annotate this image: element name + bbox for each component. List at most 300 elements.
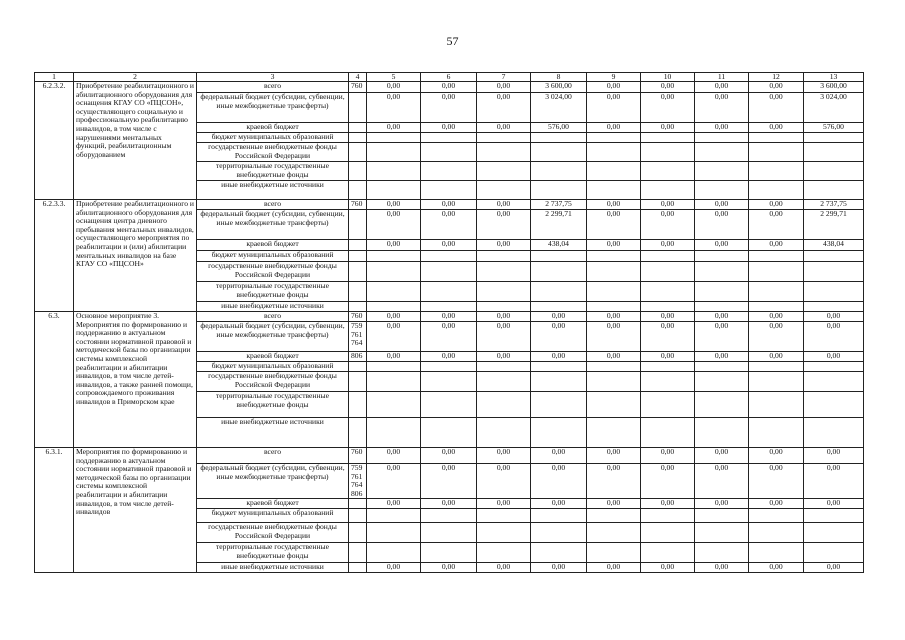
amount-cell: [587, 543, 641, 563]
funding-source: федеральный бюджет (субсидии, субвенции, иные межбюджетные трансферты): [197, 93, 349, 123]
grbs-code: 806: [349, 352, 367, 362]
amount-cell: 0,00: [749, 464, 804, 499]
amount-cell: [641, 509, 695, 523]
amount-cell: 0,00: [804, 563, 864, 573]
column-number-header-row: [35, 73, 864, 82]
header-cell: 7: [477, 73, 531, 82]
amount-cell: [695, 143, 749, 162]
amount-cell: [804, 302, 864, 312]
grbs-code: [349, 181, 367, 200]
amount-cell: [749, 418, 804, 448]
amount-cell: [367, 282, 421, 302]
amount-cell: [749, 362, 804, 372]
amount-cell: [421, 362, 477, 372]
amount-cell: [587, 418, 641, 448]
grbs-code: [349, 563, 367, 573]
header-cell: 8: [531, 73, 587, 82]
amount-cell: 0,00: [695, 200, 749, 210]
amount-cell: 0,00: [477, 240, 531, 251]
amount-cell: [695, 362, 749, 372]
funding-source: всего: [197, 448, 349, 464]
amount-cell: [477, 372, 531, 392]
amount-cell: 0,00: [421, 322, 477, 352]
amount-cell: [695, 133, 749, 143]
amount-cell: 0,00: [804, 322, 864, 352]
amount-cell: [367, 372, 421, 392]
amount-cell: 0,00: [641, 352, 695, 362]
header-cell: 2: [74, 73, 197, 82]
amount-cell: [477, 282, 531, 302]
amount-cell: [531, 251, 587, 262]
grbs-code: [349, 162, 367, 181]
amount-cell: 0,00: [804, 464, 864, 499]
funding-source: бюджет муниципальных образований: [197, 251, 349, 262]
amount-cell: 438,04: [804, 240, 864, 251]
amount-cell: 0,00: [804, 312, 864, 322]
amount-cell: [531, 543, 587, 563]
header-cell: 5: [367, 73, 421, 82]
item-code: 6.3.1.: [35, 448, 74, 573]
amount-cell: [695, 392, 749, 418]
header-cell: 6: [421, 73, 477, 82]
amount-cell: [421, 282, 477, 302]
amount-cell: [695, 181, 749, 200]
amount-cell: 0,00: [587, 123, 641, 133]
amount-cell: [477, 543, 531, 563]
funding-source: федеральный бюджет (субсидии, субвенции, иные межбюджетные трансферты): [197, 464, 349, 499]
amount-cell: 0,00: [641, 312, 695, 322]
amount-cell: [587, 262, 641, 282]
amount-cell: [421, 251, 477, 262]
amount-cell: 0,00: [367, 240, 421, 251]
funding-source: бюджет муниципальных образований: [197, 133, 349, 143]
grbs-code: [349, 302, 367, 312]
amount-cell: [367, 143, 421, 162]
amount-cell: [641, 262, 695, 282]
amount-cell: 0,00: [641, 240, 695, 251]
amount-cell: 0,00: [641, 499, 695, 509]
amount-cell: [477, 362, 531, 372]
amount-cell: [749, 133, 804, 143]
amount-cell: 0,00: [367, 322, 421, 352]
amount-cell: 0,00: [641, 448, 695, 464]
amount-cell: [477, 302, 531, 312]
amount-cell: [531, 509, 587, 523]
grbs-code: 760: [349, 448, 367, 464]
grbs-code: [349, 251, 367, 262]
amount-cell: [749, 523, 804, 543]
amount-cell: [804, 523, 864, 543]
amount-cell: 0,00: [695, 240, 749, 251]
amount-cell: [531, 133, 587, 143]
funding-source: краевой бюджет: [197, 123, 349, 133]
amount-cell: 0,00: [695, 352, 749, 362]
grbs-code: [349, 543, 367, 563]
grbs-code: [349, 262, 367, 282]
amount-cell: [367, 162, 421, 181]
amount-cell: 2 299,71: [804, 210, 864, 240]
amount-cell: [749, 543, 804, 563]
grbs-code: [349, 210, 367, 240]
grbs-code: [349, 523, 367, 543]
amount-cell: 0,00: [749, 240, 804, 251]
amount-cell: 0,00: [749, 352, 804, 362]
amount-cell: 0,00: [804, 448, 864, 464]
amount-cell: 0,00: [695, 93, 749, 123]
amount-cell: [421, 133, 477, 143]
amount-cell: [587, 133, 641, 143]
amount-cell: 0,00: [477, 499, 531, 509]
amount-cell: [421, 543, 477, 563]
amount-cell: 0,00: [695, 322, 749, 352]
amount-cell: [641, 302, 695, 312]
amount-cell: [531, 181, 587, 200]
funding-source: государственные внебюджетные фонды Российской Федерации: [197, 523, 349, 543]
page-number: 57: [446, 34, 459, 48]
funding-source: государственные внебюджетные фонды Российской Федерации: [197, 372, 349, 392]
header-cell: 12: [749, 73, 804, 82]
amount-cell: [695, 162, 749, 181]
amount-cell: 0,00: [695, 464, 749, 499]
amount-cell: 0,00: [695, 210, 749, 240]
amount-cell: [367, 392, 421, 418]
grbs-code: [349, 93, 367, 123]
amount-cell: [477, 162, 531, 181]
funding-source: территориальные государственные внебюджетные фонды: [197, 392, 349, 418]
amount-cell: [641, 543, 695, 563]
amount-cell: [421, 162, 477, 181]
amount-cell: 0,00: [695, 563, 749, 573]
amount-cell: 0,00: [531, 563, 587, 573]
item-name: Мероприятия по формированию и поддержанию в актуальном состоянии нормативной правовой и методической базы по организации системы комплексной реабилитации и абилитации инвалидов, в том числе детей-инвалидов: [74, 448, 197, 573]
amount-cell: 0,00: [421, 312, 477, 322]
amount-cell: 0,00: [587, 352, 641, 362]
amount-cell: 3 024,00: [531, 93, 587, 123]
amount-cell: [804, 418, 864, 448]
amount-cell: [367, 523, 421, 543]
amount-cell: 0,00: [367, 464, 421, 499]
header-cell: 4: [349, 73, 367, 82]
amount-cell: 0,00: [421, 499, 477, 509]
amount-cell: 2 737,75: [531, 200, 587, 210]
amount-cell: [749, 143, 804, 162]
amount-cell: [587, 282, 641, 302]
amount-cell: 0,00: [531, 312, 587, 322]
amount-cell: 0,00: [749, 312, 804, 322]
amount-cell: 0,00: [531, 322, 587, 352]
amount-cell: [641, 523, 695, 543]
amount-cell: [749, 302, 804, 312]
grbs-code: [349, 372, 367, 392]
amount-cell: 0,00: [587, 312, 641, 322]
amount-cell: [804, 133, 864, 143]
amount-cell: 0,00: [695, 499, 749, 509]
amount-cell: 0,00: [477, 448, 531, 464]
amount-cell: 0,00: [367, 93, 421, 123]
amount-cell: [695, 523, 749, 543]
amount-cell: [531, 143, 587, 162]
amount-cell: [749, 392, 804, 418]
funding-source: краевой бюджет: [197, 240, 349, 251]
amount-cell: [587, 509, 641, 523]
amount-cell: 0,00: [587, 448, 641, 464]
amount-cell: [421, 392, 477, 418]
amount-cell: [749, 162, 804, 181]
amount-cell: 0,00: [421, 563, 477, 573]
amount-cell: 0,00: [477, 200, 531, 210]
funding-source: территориальные государственные внебюджетные фонды: [197, 162, 349, 181]
amount-cell: [477, 133, 531, 143]
amount-cell: 0,00: [421, 210, 477, 240]
amount-cell: 3 600,00: [531, 82, 587, 93]
budget-table: [34, 72, 864, 573]
item-code: 6.2.3.2.: [35, 82, 74, 200]
amount-cell: 0,00: [531, 352, 587, 362]
grbs-code: [349, 362, 367, 372]
funding-source: краевой бюджет: [197, 352, 349, 362]
header-cell: 1: [35, 73, 74, 82]
amount-cell: [421, 302, 477, 312]
amount-cell: [587, 302, 641, 312]
funding-source: территориальные государственные внебюджетные фонды: [197, 282, 349, 302]
header-cell: 9: [587, 73, 641, 82]
amount-cell: 0,00: [695, 123, 749, 133]
amount-cell: [695, 418, 749, 448]
grbs-code: 759 761 764: [349, 322, 367, 352]
amount-cell: [804, 543, 864, 563]
budget-row: [35, 200, 864, 210]
amount-cell: [477, 392, 531, 418]
amount-cell: 0,00: [531, 448, 587, 464]
amount-cell: 0,00: [367, 200, 421, 210]
funding-source: федеральный бюджет (субсидии, субвенции, иные межбюджетные трансферты): [197, 210, 349, 240]
amount-cell: [421, 523, 477, 543]
amount-cell: [804, 143, 864, 162]
amount-cell: 0,00: [367, 499, 421, 509]
amount-cell: 0,00: [695, 448, 749, 464]
grbs-code: [349, 123, 367, 133]
amount-cell: [749, 262, 804, 282]
header-cell: 3: [197, 73, 349, 82]
amount-cell: [695, 251, 749, 262]
amount-cell: [421, 372, 477, 392]
amount-cell: [695, 262, 749, 282]
amount-cell: 0,00: [477, 563, 531, 573]
funding-source: всего: [197, 82, 349, 93]
amount-cell: 0,00: [749, 210, 804, 240]
amount-cell: 0,00: [641, 464, 695, 499]
amount-cell: [421, 143, 477, 162]
amount-cell: [641, 162, 695, 181]
amount-cell: 3 600,00: [804, 82, 864, 93]
amount-cell: [804, 362, 864, 372]
grbs-code: 760: [349, 82, 367, 93]
amount-cell: [531, 282, 587, 302]
amount-cell: 0,00: [421, 352, 477, 362]
amount-cell: 0,00: [804, 352, 864, 362]
amount-cell: 0,00: [367, 312, 421, 322]
amount-cell: [641, 251, 695, 262]
amount-cell: [804, 162, 864, 181]
funding-source: территориальные государственные внебюджетные фонды: [197, 543, 349, 563]
amount-cell: [749, 251, 804, 262]
amount-cell: 0,00: [587, 322, 641, 352]
amount-cell: 0,00: [641, 93, 695, 123]
amount-cell: 0,00: [477, 210, 531, 240]
amount-cell: [641, 143, 695, 162]
amount-cell: 0,00: [477, 123, 531, 133]
amount-cell: [804, 251, 864, 262]
amount-cell: [367, 302, 421, 312]
amount-cell: [587, 523, 641, 543]
amount-cell: [531, 162, 587, 181]
amount-cell: [531, 418, 587, 448]
grbs-code: 760: [349, 312, 367, 322]
amount-cell: [477, 143, 531, 162]
amount-cell: 0,00: [587, 499, 641, 509]
amount-cell: [531, 392, 587, 418]
grbs-code: [349, 418, 367, 448]
amount-cell: 0,00: [641, 82, 695, 93]
amount-cell: 0,00: [477, 93, 531, 123]
amount-cell: 0,00: [531, 499, 587, 509]
amount-cell: 0,00: [421, 93, 477, 123]
funding-source: иные внебюджетные источники: [197, 302, 349, 312]
amount-cell: 0,00: [641, 200, 695, 210]
amount-cell: 0,00: [477, 322, 531, 352]
amount-cell: 0,00: [641, 563, 695, 573]
amount-cell: [695, 543, 749, 563]
amount-cell: [587, 181, 641, 200]
amount-cell: [367, 543, 421, 563]
amount-cell: 576,00: [531, 123, 587, 133]
budget-row: [35, 82, 864, 93]
amount-cell: [367, 262, 421, 282]
amount-cell: [641, 392, 695, 418]
amount-cell: 0,00: [587, 210, 641, 240]
amount-cell: [421, 262, 477, 282]
funding-source: краевой бюджет: [197, 499, 349, 509]
amount-cell: 0,00: [641, 210, 695, 240]
amount-cell: [477, 418, 531, 448]
funding-source: всего: [197, 312, 349, 322]
grbs-code: 760: [349, 200, 367, 210]
amount-cell: [749, 372, 804, 392]
funding-source: иные внебюджетные источники: [197, 181, 349, 200]
amount-cell: [367, 181, 421, 200]
amount-cell: [804, 392, 864, 418]
amount-cell: 2 737,75: [804, 200, 864, 210]
grbs-code: [349, 509, 367, 523]
grbs-code: [349, 392, 367, 418]
amount-cell: [367, 509, 421, 523]
amount-cell: [587, 372, 641, 392]
funding-source: всего: [197, 200, 349, 210]
amount-cell: [695, 372, 749, 392]
item-name: Приобретение реабилитационного и абилитационного оборудования для оснащения КГАУ СО «ПЦСОН», осуществляющего социальную и профессиональную реабилитацию инвалидов, в том числе с нарушениями ментальных функций, реабилитационным оборудованием: [74, 82, 197, 200]
amount-cell: 0,00: [749, 499, 804, 509]
item-code: 6.3.: [35, 312, 74, 448]
amount-cell: [587, 362, 641, 372]
amount-cell: [367, 251, 421, 262]
amount-cell: 0,00: [367, 210, 421, 240]
amount-cell: 0,00: [749, 93, 804, 123]
amount-cell: 0,00: [421, 123, 477, 133]
funding-source: иные внебюджетные источники: [197, 563, 349, 573]
amount-cell: [587, 162, 641, 181]
amount-cell: 438,04: [531, 240, 587, 251]
funding-source: бюджет муниципальных образований: [197, 509, 349, 523]
item-code: 6.2.3.3.: [35, 200, 74, 312]
amount-cell: [531, 302, 587, 312]
amount-cell: [421, 181, 477, 200]
amount-cell: [641, 282, 695, 302]
amount-cell: 0,00: [477, 464, 531, 499]
amount-cell: 0,00: [477, 82, 531, 93]
grbs-code: [349, 143, 367, 162]
amount-cell: 0,00: [587, 82, 641, 93]
budget-row: [35, 312, 864, 322]
amount-cell: [804, 181, 864, 200]
amount-cell: 0,00: [421, 448, 477, 464]
amount-cell: [749, 282, 804, 302]
amount-cell: [641, 418, 695, 448]
amount-cell: 0,00: [587, 200, 641, 210]
amount-cell: [367, 362, 421, 372]
amount-cell: 0,00: [641, 123, 695, 133]
funding-source: государственные внебюджетные фонды Российской Федерации: [197, 143, 349, 162]
funding-source: федеральный бюджет (субсидии, субвенции, иные межбюджетные трансферты): [197, 322, 349, 352]
amount-cell: [804, 282, 864, 302]
header-cell: 10: [641, 73, 695, 82]
amount-cell: [367, 418, 421, 448]
amount-cell: [804, 372, 864, 392]
amount-cell: 0,00: [749, 123, 804, 133]
header-cell: 11: [695, 73, 749, 82]
grbs-code: 759 761 764 806: [349, 464, 367, 499]
amount-cell: 0,00: [531, 464, 587, 499]
grbs-code: [349, 282, 367, 302]
amount-cell: [477, 262, 531, 282]
amount-cell: [749, 181, 804, 200]
amount-cell: 2 299,71: [531, 210, 587, 240]
grbs-code: [349, 240, 367, 251]
amount-cell: 0,00: [804, 499, 864, 509]
amount-cell: 3 024,00: [804, 93, 864, 123]
funding-source: бюджет муниципальных образований: [197, 362, 349, 372]
amount-cell: 0,00: [587, 563, 641, 573]
amount-cell: [695, 282, 749, 302]
amount-cell: 576,00: [804, 123, 864, 133]
item-name: Основное мероприятие 3. Мероприятия по формированию и поддержанию в актуальном состоянии нормативной правовой и методической базы по организации системы комплексной реабилитации и абилитации инвалидов, в том числе детей-инвалидов, а также ранней помощи, сопровождаемого проживания инвалидов в Приморском крае: [74, 312, 197, 448]
amount-cell: 0,00: [587, 464, 641, 499]
budget-row: [35, 448, 864, 464]
amount-cell: [804, 509, 864, 523]
amount-cell: 0,00: [367, 563, 421, 573]
amount-cell: 0,00: [695, 82, 749, 93]
amount-cell: [641, 362, 695, 372]
amount-cell: 0,00: [367, 448, 421, 464]
budget-table-body: [35, 73, 864, 573]
amount-cell: 0,00: [421, 82, 477, 93]
amount-cell: [531, 523, 587, 543]
amount-cell: [531, 362, 587, 372]
amount-cell: 0,00: [749, 563, 804, 573]
amount-cell: 0,00: [587, 240, 641, 251]
amount-cell: 0,00: [367, 123, 421, 133]
amount-cell: [477, 251, 531, 262]
amount-cell: 0,00: [641, 322, 695, 352]
